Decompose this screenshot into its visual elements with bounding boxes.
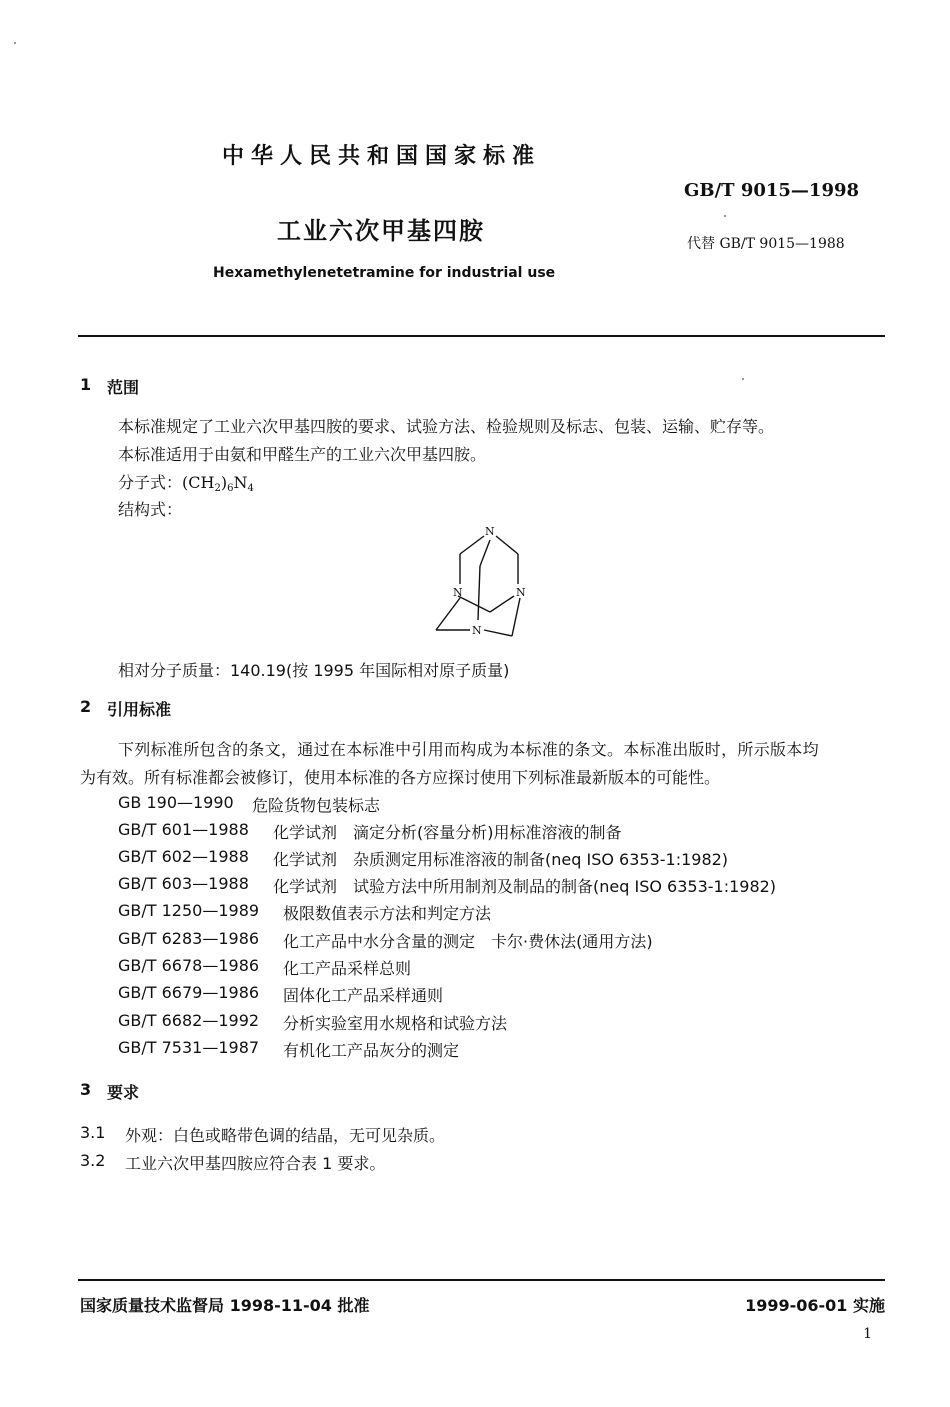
reference-item	[118, 929, 653, 951]
reference-item	[118, 1011, 508, 1033]
reference-title: 化工产品采样总则	[283, 959, 412, 978]
bond	[436, 598, 460, 630]
reference-item	[118, 874, 777, 896]
section-2-heading: 引用标准	[107, 700, 172, 719]
bond	[496, 536, 518, 554]
formula-subscript: 4	[247, 483, 254, 494]
reference-item	[118, 1038, 460, 1060]
document-title-cn: 工业六次甲基四胺	[277, 217, 485, 245]
scan-speck	[742, 378, 744, 380]
reference-title: 化学试剂 试验方法中所用制剂及制品的制备(neq ISO 6353-1:1982)	[273, 877, 777, 896]
reference-item	[118, 983, 444, 1005]
reference-code: GB/T 6678—1986	[118, 956, 260, 975]
header-divider	[78, 335, 885, 337]
reference-item	[118, 820, 622, 842]
reference-item	[118, 901, 492, 923]
reference-code: GB/T 601—1988	[118, 820, 249, 839]
requirement-3-1-number: 3.1	[80, 1123, 106, 1142]
molar-mass: 相对分子质量：140.19(按 1995 年国际相对原子质量)	[118, 661, 510, 680]
scan-speck	[724, 215, 726, 217]
reference-title: 有机化工产品灰分的测定	[283, 1041, 460, 1060]
atom-n-right: N	[516, 586, 526, 599]
scope-paragraph-1: 本标准规定了工业六次甲基四胺的要求、试验方法、检验规则及标志、包装、运输、贮存等。	[118, 417, 775, 436]
structural-formula-diagram	[420, 520, 560, 645]
bond	[460, 536, 484, 554]
atom-n-bottom: N	[472, 624, 482, 637]
reference-item	[118, 847, 729, 869]
bond	[512, 598, 520, 636]
reference-code: GB/T 6679—1986	[118, 983, 260, 1002]
footer-divider	[78, 1279, 885, 1281]
reference-title: 化学试剂 滴定分析(容量分析)用标准溶液的制备	[273, 823, 622, 842]
issuing-organization: 中华人民共和国国家标准	[222, 144, 542, 169]
reference-code: GB/T 603—1988	[118, 874, 249, 893]
formula-group: (CH	[182, 473, 215, 492]
structure-label: 结构式：	[118, 500, 183, 519]
reference-title: 固体化工产品采样通则	[283, 986, 444, 1005]
reference-code: GB/T 6682—1992	[118, 1011, 260, 1030]
section-2-number: 2	[80, 697, 92, 716]
reference-title: 极限数值表示方法和判定方法	[283, 904, 492, 923]
atom-n-left: N	[453, 586, 463, 599]
requirement-3-1: 外观：白色或略带色调的结晶，无可见杂质。	[125, 1126, 446, 1145]
scope-paragraph-2: 本标准适用于由氨和甲醛生产的工业六次甲基四胺。	[118, 445, 487, 464]
section-3-heading: 要求	[107, 1083, 140, 1102]
reference-code: GB/T 602—1988	[118, 847, 249, 866]
scan-speck	[14, 42, 16, 44]
bond	[480, 540, 490, 566]
molecular-formula	[118, 470, 254, 494]
atom-n-top: N	[485, 525, 495, 538]
requirement-3-2-number: 3.2	[80, 1151, 106, 1170]
bond	[484, 630, 512, 636]
reference-item	[118, 956, 412, 978]
section-1-number: 1	[80, 375, 92, 394]
reference-code: GB 190—1990	[118, 793, 234, 812]
formula-subscript: 6	[227, 483, 234, 494]
reference-title: 化工产品中水分含量的测定 卡尔·费休法(通用方法)	[283, 932, 653, 951]
standard-number: GB/T 9015—1998	[684, 180, 860, 201]
formula-nitrogen: N	[233, 473, 248, 492]
requirement-3-2: 工业六次甲基四胺应符合表 1 要求。	[125, 1154, 386, 1173]
reference-code: GB/T 7531—1987	[118, 1038, 260, 1057]
replaces-standard: 代替 GB/T 9015—1988	[687, 236, 845, 252]
reference-item	[118, 793, 381, 815]
reference-title: 分析实验室用水规格和试验方法	[283, 1014, 508, 1033]
implementation-date: 1999-06-01 实施	[745, 1296, 885, 1315]
bond	[490, 596, 514, 612]
reference-title: 化学试剂 杂质测定用标准溶液的制备(neq ISO 6353-1:1982)	[273, 850, 729, 869]
formula-group-close: )	[220, 473, 228, 492]
reference-code: GB/T 1250—1989	[118, 901, 260, 920]
formula-label: 分子式：	[118, 473, 183, 492]
section-3-number: 3	[80, 1080, 92, 1099]
section-1-heading: 范围	[107, 378, 140, 397]
reference-title: 危险货物包装标志	[252, 796, 381, 815]
reference-code: GB/T 6283—1986	[118, 929, 260, 948]
formula-subscript: 2	[214, 483, 221, 494]
document-title-en: Hexamethylenetetramine for industrial use	[213, 265, 556, 281]
references-intro-line-2: 为有效。所有标准都会被修订，使用本标准的各方应探讨使用下列标准最新版本的可能性。	[80, 768, 721, 787]
page-number: 1	[863, 1326, 872, 1342]
approval-date: 国家质量技术监督局 1998-11-04 批准	[80, 1296, 370, 1315]
bond	[478, 566, 480, 620]
bond	[458, 596, 490, 612]
references-intro-line-1: 下列标准所包含的条文，通过在本标准中引用而构成为本标准的条文。本标准出版时，所示版本均	[118, 740, 819, 759]
